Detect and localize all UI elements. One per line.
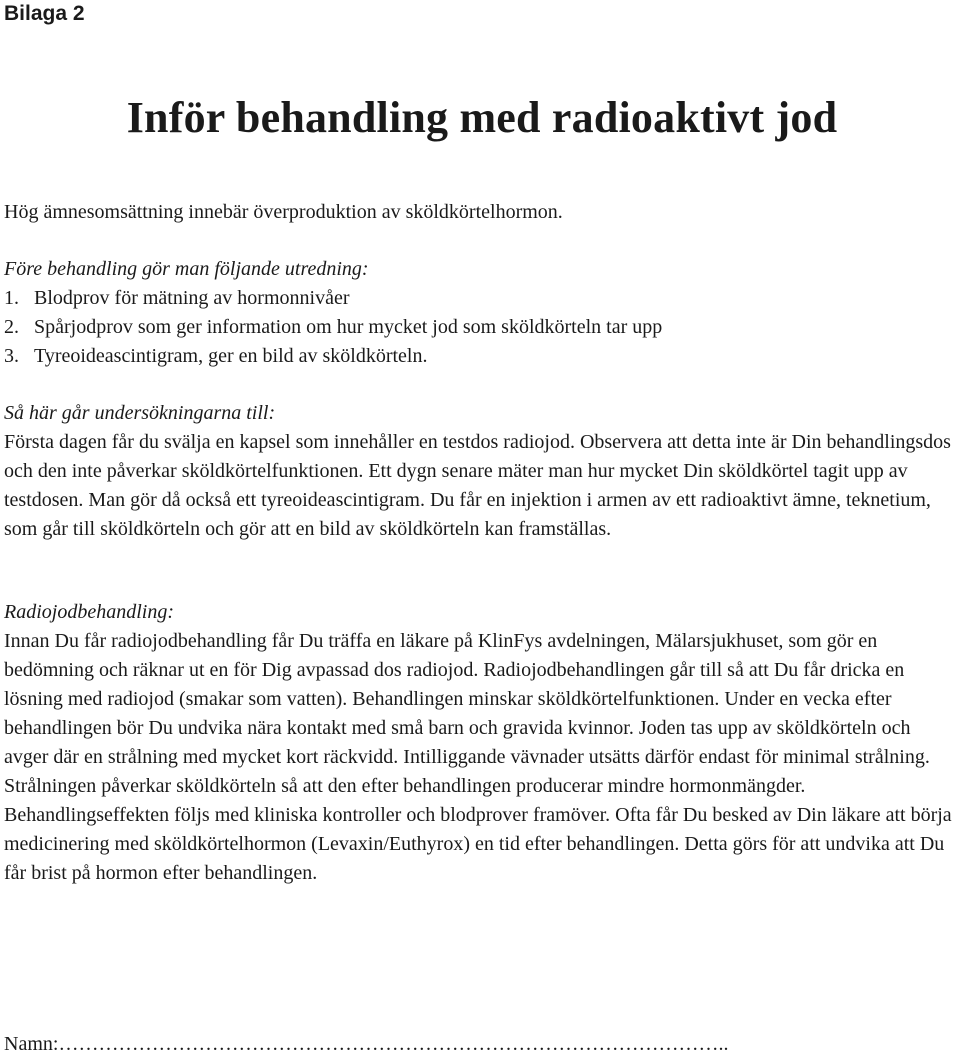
list-item-number: 1. (4, 287, 19, 309)
list-item-text: Tyreoideascintigram, ger en bild av sköldkörteln. (34, 345, 428, 367)
investigation-section (4, 255, 956, 371)
name-field[interactable] (4, 1030, 956, 1059)
list-item (4, 313, 956, 342)
name-dotted-line: ……………………………………………………………………………………….. (58, 1033, 729, 1055)
list-item-text: Blodprov för mätning av hormonnivåer (34, 287, 350, 309)
procedure-section (4, 399, 956, 544)
procedure-text: Första dagen får du svälja en kapsel som innehåller en testdos radiojod. Observera att detta inte är Din behandlingsdos och den inte påverkar sköldkörtelfunktionen. Ett dygn senare mäter man hur mycket Din sköldkörtel tagit upp av testdosen. Man gör då också ett tyreoideascintigram. Du får en injektion i armen av ett radioaktivt ämne, teknetium, som går till sköldkörteln och gör att en bild av sköldkörteln kan framställas. (4, 431, 951, 540)
list-item-text: Spårjodprov som ger information om hur mycket jod som sköldkörteln tar upp (34, 316, 663, 338)
name-label: Namn: (4, 1033, 59, 1055)
page-label: Bilaga 2 (4, 2, 85, 25)
treatment-text: Innan Du får radiojodbehandling får Du träffa en läkare på KlinFys avdelningen, Mälarsjukhuset, som gör en bedömning och räknar ut en för Dig avpassad dos radiojod. Radiojodbehandlingen går till så att Du får dricka en lösning med radiojod (smakar som vatten). Behandlingen minskar sköldkörtelfunktionen. Under en vecka efter behandlingen bör Du undvika nära kontakt med små barn och gravida kvinnor. Joden tas upp av sköldkörteln och avger där en strålning med mycket kort räckvidd. Intilliggande vävnader utsätts därför endast för minimal strålning. Strålningen påverkar sköldkörteln så att den efter behandlingen producerar mindre hormonmängder. Behandlingseffekten följs med kliniska kontroller och blodprover framöver. Ofta får Du besked av Din läkare att börja medicinering med sköldkörtelhormon (Levaxin/Euthyrox) en tid efter behandlingen. Detta görs för att undvika att Du får brist på hormon efter behandlingen. (4, 630, 952, 884)
list-item-number: 2. (4, 316, 19, 338)
treatment-heading: Radiojodbehandling: (4, 601, 174, 623)
list-item-number: 3. (4, 345, 19, 367)
list-item (4, 342, 956, 371)
intro-text: Hög ämnesomsättning innebär överproduktion av sköldkörtelhormon. (4, 201, 563, 223)
list-item (4, 284, 956, 313)
investigation-steps (4, 284, 956, 371)
treatment-section (4, 598, 956, 888)
document-title: Inför behandling med radioaktivt jod (126, 93, 838, 142)
investigation-heading: Före behandling gör man följande utredning: (4, 258, 369, 280)
procedure-heading: Så här går undersökningarna till: (4, 402, 276, 424)
